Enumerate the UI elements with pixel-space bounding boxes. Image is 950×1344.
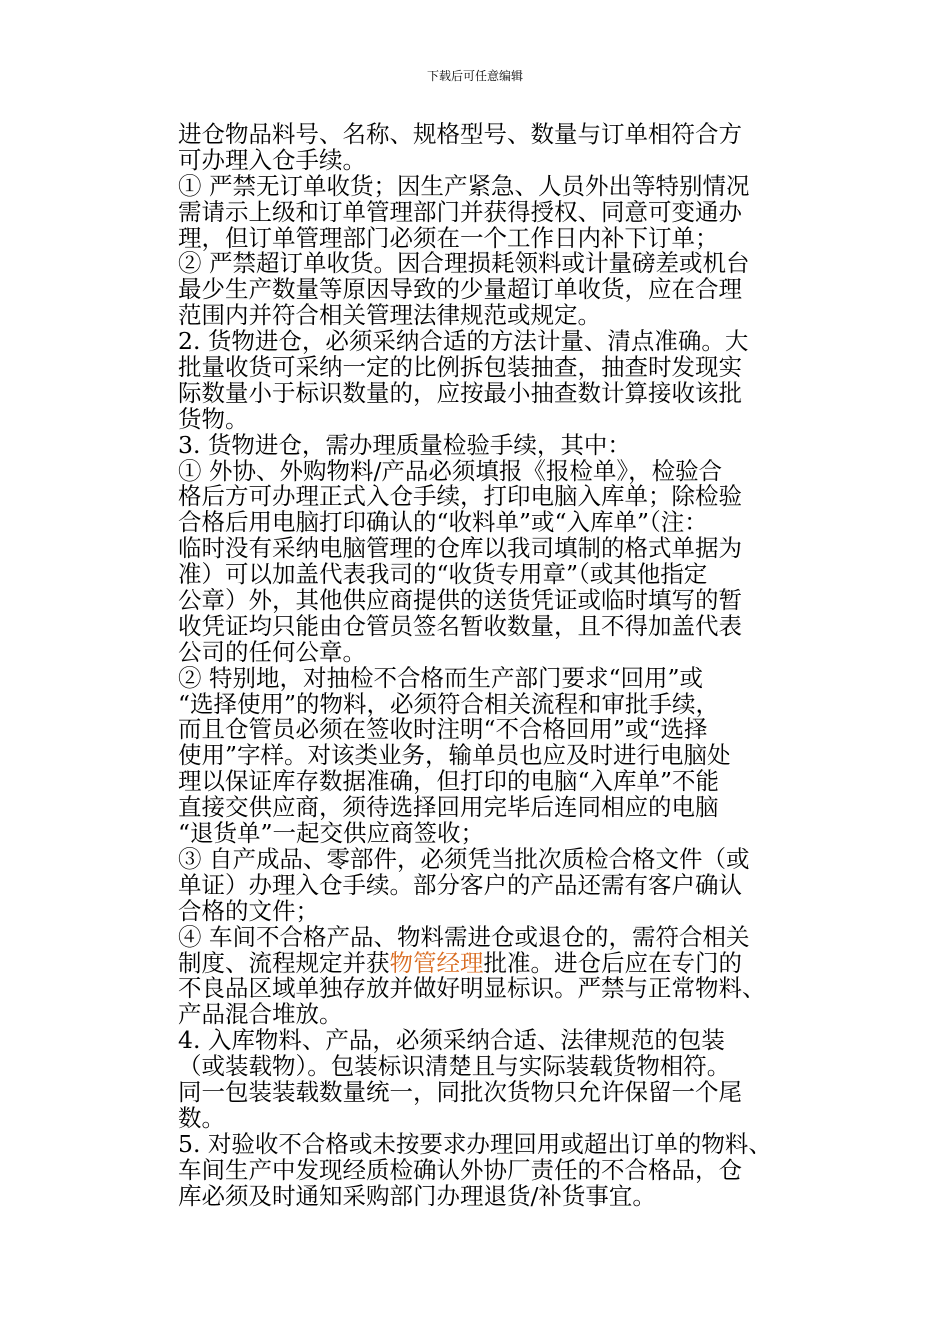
body-line: 格后方可办理正式入仓手续，打印电脑入库单；除检验 <box>178 482 742 511</box>
body-line: 库必须及时通知采购部门办理退货/补货事宜。 <box>178 1181 656 1210</box>
body-line: 4. 入库物料、产品，必须采纳合适、法律规范的包装 <box>178 1026 725 1055</box>
body-line: 5. 对验收不合格或未按要求办理回用或超出订单的物料、 <box>178 1129 772 1158</box>
body-line: ② 特别地，对抽检不合格而生产部门要求“回用”或 <box>178 663 703 692</box>
body-line: 2. 货物进仓，必须采纳合适的方法计量、清点准确。大 <box>178 327 749 356</box>
body-line: 数。 <box>178 1103 225 1132</box>
body-line: 可办理入仓手续。 <box>178 145 366 174</box>
body-line: ④ 车间不合格产品、物料需进仓或退仓的，需符合相关 <box>178 922 750 951</box>
body-line: 批量收货可采纳一定的比例拆包装抽查，抽查时发现实 <box>178 353 742 382</box>
body-line: 理以保证库存数据准确，但打印的电脑“入库单”不能 <box>178 767 720 796</box>
body-line: 不良品区域单独存放并做好明显标识。严禁与正常物料、 <box>178 974 766 1003</box>
body-line: ② 严禁超订单收货。因合理损耗领料或计量磅差或机台 <box>178 249 750 278</box>
body-line: 范围内并符合相关管理法律规范或规定。 <box>178 301 601 330</box>
body-line: 车间生产中发现经质检确认外协厂责任的不合格品，仓 <box>178 1155 742 1184</box>
body-line: “选择使用”的物料，必须符合相关流程和审批手续， <box>178 689 720 718</box>
body-line: 货物。 <box>178 404 249 433</box>
body-line-with-link <box>178 948 828 977</box>
body-line: 合格后用电脑打印确认的“收料单”或“入库单”（注： <box>178 508 708 537</box>
body-line: 产品混合堆放。 <box>178 1000 343 1029</box>
body-line: 需请示上级和订单管理部门并获得授权、同意可变通办 <box>178 197 742 226</box>
body-line: “退货单”一起交供应商签收； <box>178 819 485 848</box>
body-line: 理，但订单管理部门必须在一个工作日内补下订单； <box>178 223 719 252</box>
body-line: 公章）外，其他供应商提供的送货凭证或临时填写的暂 <box>178 586 742 615</box>
body-line: 单证）办理入仓手续。部分客户的产品还需有客户确认 <box>178 870 742 899</box>
body-line: 同一包装装载数量统一，同批次货物只允许保留一个尾 <box>178 1077 742 1106</box>
body-line: ③ 自产成品、零部件，必须凭当批次质检合格文件（或 <box>178 844 750 873</box>
body-line: 3. 货物进仓，需办理质量检验手续，其中： <box>178 430 631 459</box>
body-line: （或装载物）。包装标识清楚且与实际装载货物相符。 <box>178 1052 731 1081</box>
body-line: 合格的文件； <box>178 896 319 925</box>
body-line: 进仓物品料号、名称、规格型号、数量与订单相符合方 <box>178 120 742 148</box>
body-line: ① 外协、外购物料/产品必须填报《报检单》，检验合 <box>178 456 723 485</box>
document-body <box>178 122 828 1209</box>
body-line: 临时没有采纳电脑管理的仓库以我司填制的格式单据为 <box>178 534 742 563</box>
body-line: 使用”字样。对该类业务，输单员也应及时进行电脑处 <box>178 741 731 770</box>
body-line: 直接交供应商，须待选择回用完毕后连同相应的电脑 <box>178 793 719 822</box>
body-line: 最少生产数量等原因导致的少量超订单收货，应在合理 <box>178 275 742 304</box>
body-line: 公司的任何公章。 <box>178 637 366 666</box>
body-line: 际数量小于标识数量的，应按最小抽查数计算接收该批 <box>178 378 742 407</box>
body-line: 收凭证均只能由仓管员签名暂收数量，且不得加盖代表 <box>178 611 742 640</box>
body-line: ① 严禁无订单收货；因生产紧急、人员外出等特别情况 <box>178 171 750 200</box>
link-suffix-text: 批准。进仓后应在专门的 <box>483 948 742 977</box>
body-line: 而且仓管员必须在签收时注明“不合格回用”或“选择 <box>178 715 708 744</box>
page-header: 下载后可任意编辑 <box>426 69 523 83</box>
materials-manager-link[interactable]: 物管经理 <box>389 948 484 977</box>
body-line: 准）可以加盖代表我司的“收货专用章”（或其他指定 <box>178 560 708 589</box>
link-prefix-text: 制度、流程规定并获 <box>178 948 390 977</box>
